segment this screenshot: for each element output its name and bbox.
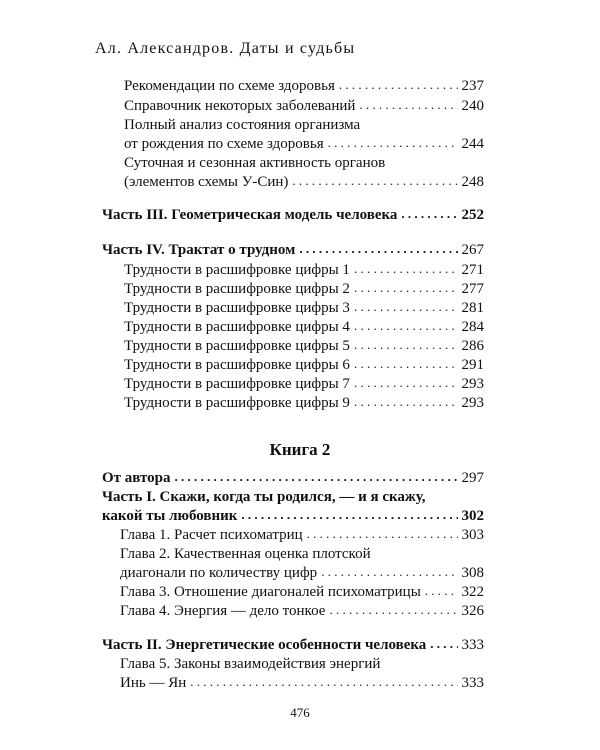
toc-entry-page: 326 [461,603,484,619]
running-header: Ал. Александров. Даты и судьбы [95,40,356,57]
toc-entry-title: Трудности в расшифровке цифры 2 [124,281,350,297]
toc-entry-title: диагонали по количеству цифр [120,565,318,581]
toc-entry-page: 293 [461,395,484,411]
toc-entry-page: 297 [461,470,484,486]
toc-entry-page: 277 [461,281,484,297]
toc-entry-title: Трудности в расшифровке цифры 1 [124,262,350,278]
toc-entry [124,77,484,95]
dot-leader [354,263,458,275]
toc-entry [124,173,484,191]
dot-leader [328,137,458,149]
toc-part-entry [102,636,484,654]
toc-entry-title: Часть IV. Трактат о трудном [102,242,296,258]
toc-entry-page: 286 [461,338,484,354]
toc-entry-page: 284 [461,319,484,335]
toc-entry-title-line: Часть I. Скажи, когда ты родился, — и я скажу, [102,489,426,505]
dot-leader [354,358,458,370]
toc-entry-title-line: Глава 5. Законы взаимодействия энергий [120,656,381,672]
toc-entry-page: 240 [461,98,484,114]
toc-entry-title-line: Полный анализ состояния организма [124,117,361,133]
toc-entry [124,261,484,279]
toc-entry [124,318,484,336]
toc-entry [124,280,484,298]
toc-entry-title: какой ты любовник [102,508,238,524]
toc-entry-page: 333 [461,675,484,691]
toc-entry-title: Глава 3. Отношение диагоналей психоматрицы [120,584,421,600]
toc-entry-title: от рождения по схеме здоровья [124,136,324,152]
dot-leader [354,301,458,313]
toc-entry-title: (элементов схемы У-Син) [124,174,289,190]
toc-entry-page: 281 [461,300,484,316]
toc-entry-title: Трудности в расшифровке цифры 5 [124,338,350,354]
dot-leader [321,566,457,578]
toc-entry-page: 252 [461,207,484,223]
toc-part-entry [102,206,484,224]
toc-entry-title-line: Суточная и сезонная активность органов [124,155,386,171]
dot-leader [354,282,458,294]
dot-leader [190,676,457,688]
dot-leader [425,585,458,597]
dot-leader [241,509,457,521]
dot-leader [359,99,457,111]
dot-leader [339,79,458,91]
toc-entry-title: Трудности в расшифровке цифры 6 [124,357,350,373]
toc-entry-title: Инь — Ян [120,675,187,691]
dot-leader [354,396,458,408]
toc-entry [124,375,484,393]
dot-leader [354,377,458,389]
toc-entry-page: 293 [461,376,484,392]
toc-part-entry [102,507,484,525]
toc-part-entry [102,241,484,259]
toc-entry-title: Справочник некоторых заболеваний [124,98,356,114]
toc-entry-title: Часть II. Энергетические особенности человека [102,637,427,653]
toc-entry-page: 302 [461,508,484,524]
toc-entry-page: 308 [461,565,484,581]
toc-entry-page: 267 [461,242,484,258]
dot-leader [354,320,458,332]
toc-entry-title: Трудности в расшифровке цифры 4 [124,319,350,335]
toc-entry-page: 271 [461,262,484,278]
toc-entry-title: Трудности в расшифровке цифры 3 [124,300,350,316]
toc-entry-page: 322 [461,584,484,600]
dot-leader [175,471,458,483]
toc-entry-title: Трудности в расшифровке цифры 7 [124,376,350,392]
book-title: Книга 2 [269,440,331,459]
dot-leader [354,339,458,351]
toc-entry [120,564,484,582]
toc-entry-title: Трудности в расшифровке цифры 9 [124,395,350,411]
toc-entry [124,299,484,317]
toc-entry [120,583,484,601]
dot-leader [292,175,457,187]
toc-entry [124,337,484,355]
toc-entry-title: Часть III. Геометрическая модель человека [102,207,398,223]
toc-entry-title: Глава 4. Энергия — дело тонкое [120,603,326,619]
toc-entry [124,356,484,374]
toc-entry [124,394,484,412]
toc-entry-page: 291 [461,357,484,373]
toc-part-entry [102,469,484,487]
toc-entry [120,602,484,620]
dot-leader [329,604,457,616]
toc-entry-page: 244 [461,136,484,152]
toc-entry-page: 237 [461,78,484,94]
toc-entry [124,135,484,153]
toc-entry [120,674,484,692]
dot-leader [430,638,457,650]
dot-leader [401,208,457,220]
toc-entry-title: Глава 1. Расчет психоматриц [120,527,303,543]
toc-entry [124,97,484,115]
dot-leader [307,528,458,540]
toc-entry [120,526,484,544]
toc-entry-title: Рекомендации по схеме здоровья [124,78,335,94]
page-number: 476 [290,705,310,720]
toc-entry-page: 303 [461,527,484,543]
toc-entry-page: 248 [461,174,484,190]
toc-entry-title: От автора [102,470,171,486]
toc-entry-page: 333 [461,637,484,653]
toc-entry-title-line: Глава 2. Качественная оценка плотской [120,546,371,562]
dot-leader [299,243,457,255]
